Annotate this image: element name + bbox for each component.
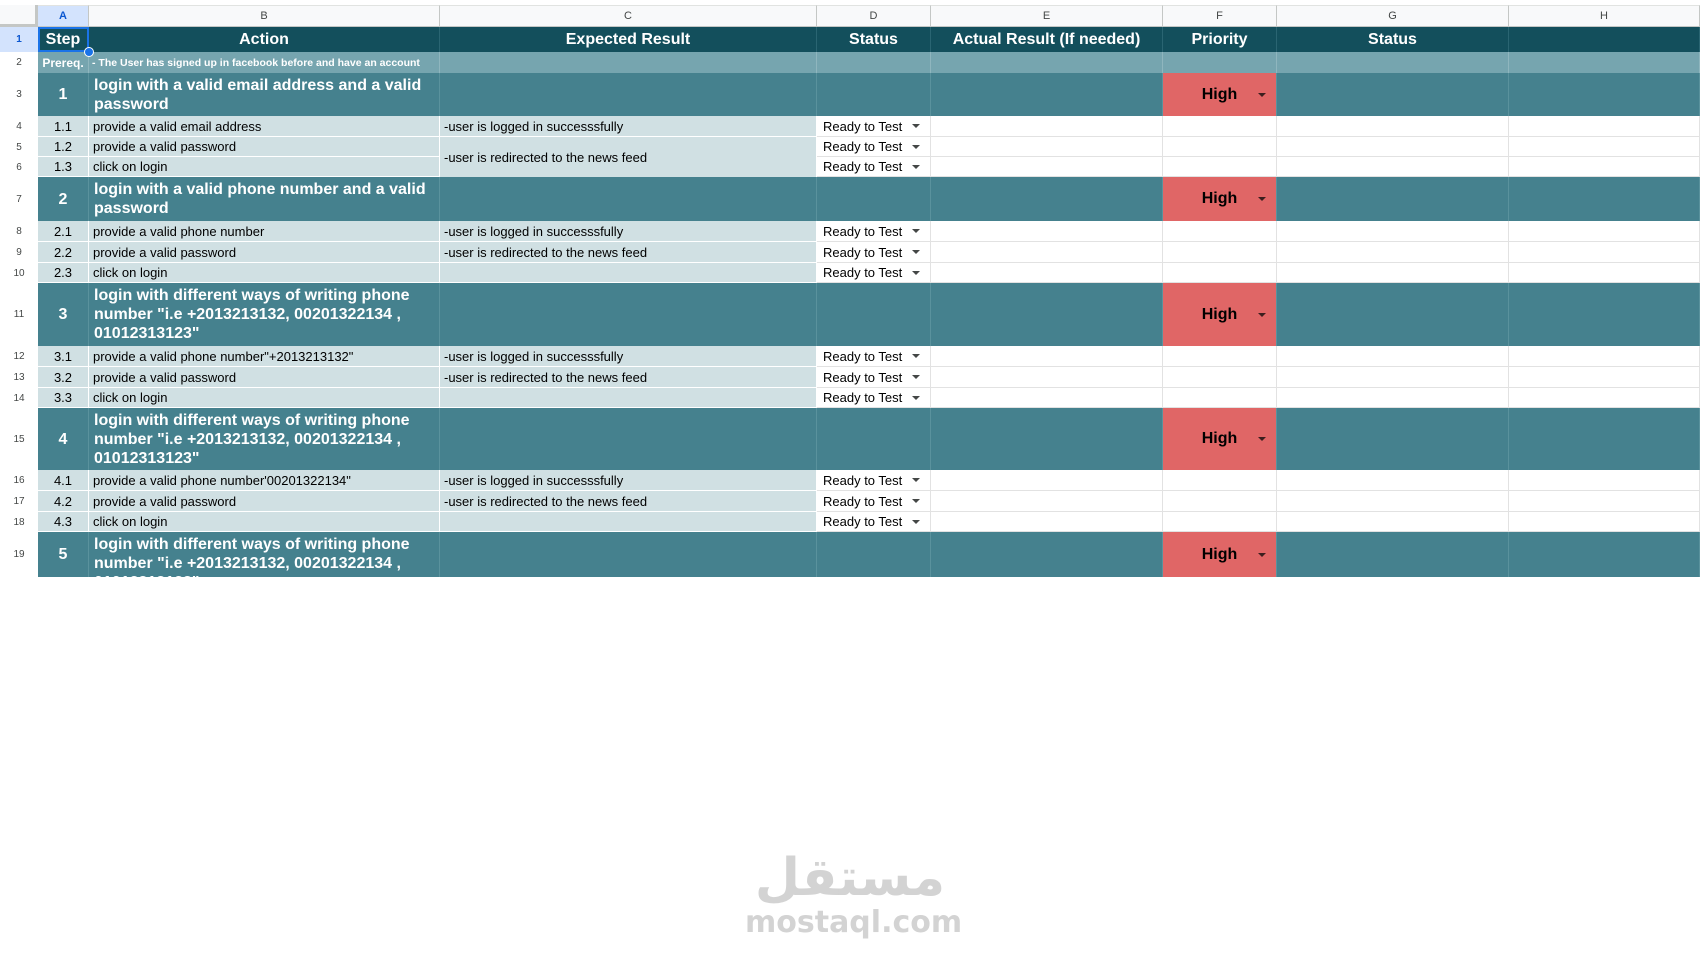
step-priority[interactable] — [1163, 388, 1277, 408]
step-action[interactable]: provide a valid email address — [89, 116, 440, 137]
step-status-2[interactable] — [1277, 388, 1509, 408]
dropdown-caret-icon[interactable] — [912, 375, 920, 379]
column-header-f[interactable]: F — [1163, 5, 1277, 27]
row-header[interactable]: 11 — [0, 283, 38, 346]
step-actual[interactable] — [931, 388, 1163, 408]
status-value: Ready to Test — [823, 265, 903, 280]
test-case-status[interactable] — [817, 283, 931, 346]
column-header-d[interactable]: D — [817, 5, 931, 27]
dropdown-caret-icon[interactable] — [1258, 197, 1266, 201]
test-case-title[interactable]: login with a valid phone number and a valid password — [89, 177, 440, 221]
test-case-row — [38, 283, 1700, 346]
test-case-status-2[interactable] — [1277, 177, 1509, 221]
step-expected[interactable]: -user is logged in successsfully — [440, 221, 817, 242]
dropdown-caret-icon[interactable] — [912, 354, 920, 358]
row-header[interactable]: 15 — [0, 408, 38, 470]
step-priority[interactable] — [1163, 263, 1277, 283]
prereq-empty-d[interactable] — [817, 52, 931, 73]
select-all-corner[interactable] — [0, 5, 38, 27]
priority-value: High — [1201, 305, 1238, 323]
row-header[interactable]: 16 — [0, 470, 38, 491]
step-status-2[interactable] — [1277, 512, 1509, 532]
step-row — [38, 512, 1700, 532]
prereq-text[interactable]: - The User has signed up in facebook before and have an account — [89, 52, 440, 73]
test-case-actual[interactable] — [931, 408, 1163, 470]
row-header[interactable]: 8 — [0, 221, 38, 242]
column-header-h[interactable]: H — [1509, 5, 1700, 27]
test-case-title[interactable]: login with different ways of writing phone number "i.e +2013213132, 00201322134 , 01012313123" — [89, 408, 440, 470]
status-dropdown[interactable] — [817, 263, 931, 283]
status-dropdown[interactable] — [817, 388, 931, 408]
step-priority[interactable] — [1163, 221, 1277, 242]
step-action[interactable]: provide a valid password — [89, 367, 440, 388]
step-number[interactable]: 2.3 — [38, 263, 89, 283]
column-header-a[interactable]: A — [38, 5, 89, 27]
header-expected-result[interactable]: Expected Result — [440, 27, 817, 52]
step-action[interactable]: provide a valid phone number'00201322134" — [89, 470, 440, 491]
step-priority[interactable] — [1163, 137, 1277, 157]
step-empty-h[interactable] — [1509, 221, 1700, 242]
step-empty-h[interactable] — [1509, 242, 1700, 263]
dropdown-caret-icon[interactable] — [912, 229, 920, 233]
step-number[interactable]: 3.3 — [38, 388, 89, 408]
dropdown-caret-icon[interactable] — [912, 250, 920, 254]
status-dropdown[interactable] — [817, 157, 931, 177]
step-row — [38, 346, 1700, 367]
dropdown-caret-icon[interactable] — [912, 478, 920, 482]
step-priority[interactable] — [1163, 512, 1277, 532]
status-dropdown[interactable] — [817, 346, 931, 367]
step-expected[interactable] — [440, 263, 817, 283]
step-actual[interactable] — [931, 512, 1163, 532]
step-action[interactable]: click on login — [89, 388, 440, 408]
step-expected[interactable]: -user is redirected to the news feed — [440, 242, 817, 263]
dropdown-caret-icon[interactable] — [912, 520, 920, 524]
priority-dropdown[interactable] — [1163, 283, 1277, 346]
prereq-empty-c[interactable] — [440, 52, 817, 73]
test-case-empty-h[interactable] — [1509, 73, 1700, 116]
test-case-actual[interactable] — [931, 532, 1163, 577]
step-actual[interactable] — [931, 263, 1163, 283]
row-header[interactable]: 4 — [0, 116, 38, 137]
test-case-status[interactable] — [817, 73, 931, 116]
test-case-empty-h[interactable] — [1509, 177, 1700, 221]
step-priority[interactable] — [1163, 470, 1277, 491]
test-case-step[interactable]: 3 — [38, 283, 89, 346]
test-case-status[interactable] — [817, 408, 931, 470]
step-action[interactable]: provide a valid phone number — [89, 221, 440, 242]
test-case-expected[interactable] — [440, 408, 817, 470]
priority-dropdown[interactable] — [1163, 73, 1277, 116]
priority-value: High — [1201, 430, 1238, 447]
step-status-2[interactable] — [1277, 470, 1509, 491]
column-header-e[interactable]: E — [931, 5, 1163, 27]
test-case-status[interactable] — [817, 177, 931, 221]
column-header-b[interactable]: B — [89, 5, 440, 27]
step-actual[interactable] — [931, 116, 1163, 137]
step-priority[interactable] — [1163, 346, 1277, 367]
step-expected[interactable] — [440, 512, 817, 532]
step-action[interactable]: provide a valid password — [89, 137, 440, 157]
step-number[interactable]: 1.3 — [38, 157, 89, 177]
row-header[interactable]: 1 — [0, 27, 38, 52]
row-header[interactable]: 7 — [0, 177, 38, 221]
status-value: Ready to Test — [823, 472, 903, 488]
step-row — [38, 242, 1700, 263]
step-priority[interactable] — [1163, 491, 1277, 512]
step-priority[interactable] — [1163, 242, 1277, 263]
step-empty-h[interactable] — [1509, 263, 1700, 283]
prereq-empty-f[interactable] — [1163, 52, 1277, 73]
dropdown-caret-icon[interactable] — [912, 145, 920, 149]
status-value: Ready to Test — [823, 139, 903, 154]
step-actual[interactable] — [931, 242, 1163, 263]
dropdown-caret-icon[interactable] — [912, 499, 920, 503]
status-dropdown[interactable] — [817, 242, 931, 263]
step-empty-h[interactable] — [1509, 512, 1700, 532]
dropdown-caret-icon[interactable] — [912, 396, 920, 400]
step-priority[interactable] — [1163, 367, 1277, 388]
step-row — [38, 157, 1700, 177]
step-status-2[interactable] — [1277, 116, 1509, 137]
prereq-empty-g[interactable] — [1277, 52, 1509, 73]
column-header-c[interactable]: C — [440, 5, 817, 27]
header-action[interactable]: Action — [89, 27, 440, 52]
status-value: Ready to Test — [823, 348, 903, 364]
step-actual[interactable] — [931, 367, 1163, 388]
test-case-expected[interactable] — [440, 73, 817, 116]
step-number[interactable]: 1.1 — [38, 116, 89, 137]
test-case-row — [38, 73, 1700, 116]
step-status-2[interactable] — [1277, 242, 1509, 263]
step-status-2[interactable] — [1277, 221, 1509, 242]
step-actual[interactable] — [931, 470, 1163, 491]
test-case-title[interactable]: login with a valid email address and a valid password — [89, 73, 440, 116]
status-value: Ready to Test — [823, 369, 903, 385]
test-case-title[interactable]: login with different ways of writing phone number "i.e +2013213132, 00201322134 , 01012313123" — [89, 283, 440, 346]
test-case-empty-h[interactable] — [1509, 283, 1700, 346]
step-expected[interactable]: -user is redirected to the news feed — [440, 137, 817, 177]
step-empty-h[interactable] — [1509, 491, 1700, 512]
row-header[interactable]: 19 — [0, 532, 38, 577]
step-number[interactable]: 3.1 — [38, 346, 89, 367]
row-header[interactable]: 3 — [0, 73, 38, 116]
test-case-expected[interactable] — [440, 532, 817, 577]
step-status-2[interactable] — [1277, 346, 1509, 367]
step-number[interactable]: 2.2 — [38, 242, 89, 263]
step-action[interactable]: provide a valid password — [89, 242, 440, 263]
step-row — [38, 137, 1700, 165]
step-empty-h[interactable] — [1509, 367, 1700, 388]
step-row — [38, 388, 1700, 408]
test-case-title[interactable]: login with different ways of writing phone number "i.e +2013213132, 00201322134 , 01012313123" — [89, 532, 440, 577]
step-expected[interactable]: -user is logged in successsfully — [440, 116, 817, 137]
step-actual[interactable] — [931, 491, 1163, 512]
priority-value: High — [1201, 545, 1238, 563]
row-header[interactable]: 10 — [0, 263, 38, 283]
test-case-actual[interactable] — [931, 73, 1163, 116]
step-row — [38, 263, 1700, 283]
watermark-arabic: مستقل — [754, 848, 946, 908]
dropdown-caret-icon[interactable] — [912, 165, 920, 169]
step-action[interactable]: click on login — [89, 263, 440, 283]
header-empty-h[interactable] — [1509, 27, 1700, 52]
step-row — [38, 367, 1700, 388]
step-expected[interactable]: -user is redirected to the news feed — [440, 491, 817, 512]
step-status-2[interactable] — [1277, 263, 1509, 283]
step-number[interactable]: 3.2 — [38, 367, 89, 388]
header-step[interactable]: Step — [38, 27, 89, 52]
test-case-row — [38, 177, 1700, 221]
status-dropdown[interactable] — [817, 116, 931, 137]
step-actual[interactable] — [931, 221, 1163, 242]
priority-value: High — [1201, 190, 1238, 207]
header-priority[interactable]: Priority — [1163, 27, 1277, 52]
test-case-expected[interactable] — [440, 177, 817, 221]
step-expected[interactable] — [440, 388, 817, 408]
step-empty-h[interactable] — [1509, 388, 1700, 408]
test-case-step[interactable]: 5 — [38, 532, 89, 577]
step-priority[interactable] — [1163, 157, 1277, 177]
row-header[interactable]: 5 — [0, 137, 38, 157]
step-status-2[interactable] — [1277, 491, 1509, 512]
dropdown-caret-icon[interactable] — [1258, 93, 1266, 97]
step-status-2[interactable] — [1277, 137, 1509, 157]
test-case-actual[interactable] — [931, 177, 1163, 221]
step-number[interactable]: 4.3 — [38, 512, 89, 532]
step-number[interactable]: 4.1 — [38, 470, 89, 491]
row-header[interactable]: 17 — [0, 491, 38, 512]
test-case-step[interactable]: 2 — [38, 177, 89, 221]
column-header-g[interactable]: G — [1277, 5, 1509, 27]
prereq-empty-e[interactable] — [931, 52, 1163, 73]
status-dropdown[interactable] — [817, 367, 931, 388]
status-dropdown[interactable] — [817, 491, 931, 512]
row-header[interactable]: 18 — [0, 512, 38, 532]
step-row — [38, 116, 1700, 137]
watermark-logo — [745, 848, 963, 940]
step-row — [38, 470, 1700, 491]
step-status-2[interactable] — [1277, 367, 1509, 388]
test-case-step[interactable]: 1 — [38, 73, 89, 116]
priority-value: High — [1201, 85, 1238, 103]
header-status-2[interactable]: Status — [1277, 27, 1509, 52]
step-actual[interactable] — [931, 346, 1163, 367]
step-action[interactable]: provide a valid phone number"+2013213132" — [89, 346, 440, 367]
step-expected[interactable]: -user is redirected to the news feed — [440, 367, 817, 388]
step-empty-h[interactable] — [1509, 137, 1700, 157]
test-case-step[interactable]: 4 — [38, 408, 89, 470]
status-dropdown[interactable] — [817, 512, 931, 532]
row-header[interactable]: 13 — [0, 367, 38, 388]
row-header[interactable]: 2 — [0, 52, 38, 73]
test-case-status-2[interactable] — [1277, 532, 1509, 577]
test-case-empty-h[interactable] — [1509, 408, 1700, 470]
step-actual[interactable] — [931, 137, 1163, 157]
test-case-empty-h[interactable] — [1509, 532, 1700, 577]
step-number[interactable]: 4.2 — [38, 491, 89, 512]
prereq-label[interactable]: Prereq. — [38, 52, 89, 73]
test-case-status[interactable] — [817, 532, 931, 577]
step-actual[interactable] — [931, 157, 1163, 177]
test-case-actual[interactable] — [931, 283, 1163, 346]
status-value: Ready to Test — [823, 118, 903, 134]
dropdown-caret-icon[interactable] — [1258, 437, 1266, 441]
step-action[interactable]: click on login — [89, 512, 440, 532]
dropdown-caret-icon[interactable] — [1258, 313, 1266, 317]
priority-dropdown[interactable] — [1163, 177, 1277, 221]
test-case-row — [38, 532, 1700, 591]
dropdown-caret-icon[interactable] — [912, 124, 920, 128]
header-actual-result[interactable]: Actual Result (If needed) — [931, 27, 1163, 52]
status-dropdown[interactable] — [817, 221, 931, 242]
test-case-row — [38, 408, 1700, 470]
fill-handle[interactable] — [84, 47, 94, 57]
step-empty-h[interactable] — [1509, 116, 1700, 137]
test-case-expected[interactable] — [440, 283, 817, 346]
watermark-latin: mostaql.com — [745, 905, 963, 940]
status-dropdown[interactable] — [817, 470, 931, 491]
header-status[interactable]: Status — [817, 27, 931, 52]
test-case-status-2[interactable] — [1277, 283, 1509, 346]
test-case-status-2[interactable] — [1277, 73, 1509, 116]
step-empty-h[interactable] — [1509, 470, 1700, 491]
status-value: Ready to Test — [823, 244, 903, 260]
status-value: Ready to Test — [823, 390, 903, 405]
step-action[interactable]: click on login — [89, 157, 440, 177]
prereq-row — [38, 52, 1700, 73]
row-header[interactable]: 12 — [0, 346, 38, 367]
dropdown-caret-icon[interactable] — [912, 271, 920, 275]
step-number[interactable]: 2.1 — [38, 221, 89, 242]
step-status-2[interactable] — [1277, 157, 1509, 177]
table-header-row — [38, 27, 1700, 52]
row-header[interactable]: 6 — [0, 157, 38, 177]
status-value: Ready to Test — [823, 493, 903, 509]
test-case-status-2[interactable] — [1277, 408, 1509, 470]
step-row — [38, 221, 1700, 242]
step-number[interactable]: 1.2 — [38, 137, 89, 157]
priority-dropdown[interactable] — [1163, 408, 1277, 470]
status-dropdown[interactable] — [817, 137, 931, 157]
prereq-empty-h[interactable] — [1509, 52, 1700, 73]
step-priority[interactable] — [1163, 116, 1277, 137]
step-action[interactable]: provide a valid password — [89, 491, 440, 512]
step-empty-h[interactable] — [1509, 346, 1700, 367]
status-value: Ready to Test — [823, 159, 903, 174]
step-empty-h[interactable] — [1509, 157, 1700, 177]
step-expected[interactable]: -user is logged in successsfully — [440, 346, 817, 367]
status-value: Ready to Test — [823, 223, 903, 239]
step-expected[interactable]: -user is logged in successsfully — [440, 470, 817, 491]
row-header[interactable]: 9 — [0, 242, 38, 263]
dropdown-caret-icon[interactable] — [1258, 553, 1266, 557]
step-row — [38, 491, 1700, 512]
priority-dropdown[interactable] — [1163, 532, 1277, 577]
row-header[interactable]: 14 — [0, 388, 38, 408]
status-value: Ready to Test — [823, 514, 903, 529]
